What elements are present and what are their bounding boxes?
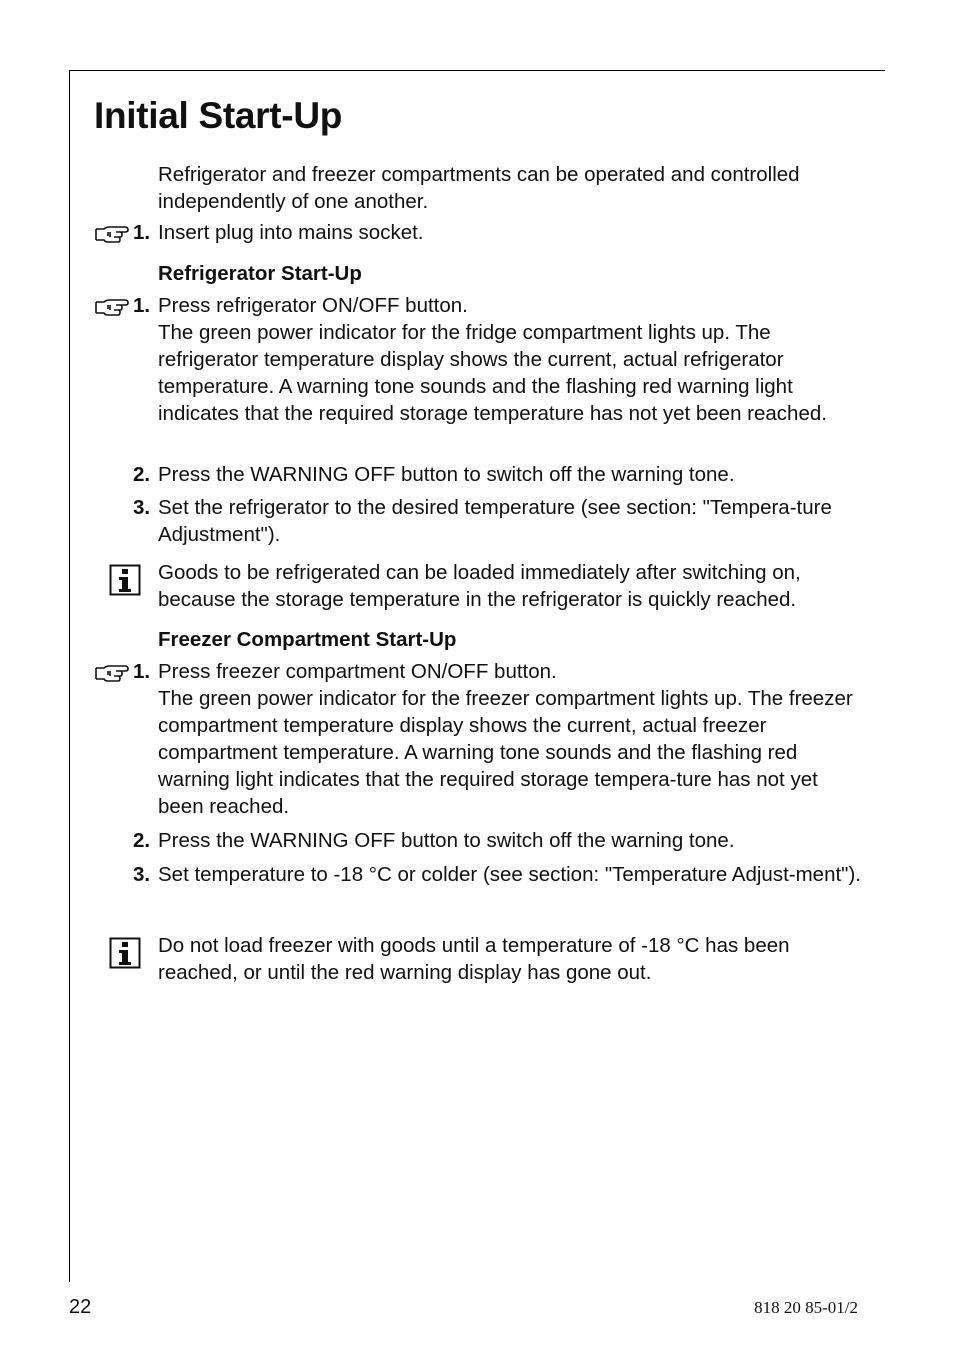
refrigerator-info-note: Goods to be refrigerated can be loaded immediately after switching on, because the storage temperature in the refrigerator is quickly reached. <box>158 561 801 611</box>
intro-step-number: 1. <box>133 221 151 244</box>
refrigerator-step-text: Press refrigerator ON/OFF button. <box>158 294 468 317</box>
freezer-step-detail: The green power indicator for the freezer compartment lights up. The freezer compartment temperature display shows the current, actual freezer compartment temperature. A warning tone sounds and the flashing red warning light indicates that the required storage tempera-ture has not yet been reached. <box>158 687 853 818</box>
freezer-step-text: Press the WARNING OFF button to switch off the warning tone. <box>158 829 735 852</box>
intro-step-text: Insert plug into mains socket. <box>158 221 424 244</box>
info-icon <box>109 564 141 596</box>
left-rule <box>69 70 70 1282</box>
freezer-step-number: 1. <box>133 660 151 683</box>
freezer-step-text: Set temperature to -18 °C or colder (see section: "Temperature Adjust-ment"). <box>158 863 861 886</box>
freezer-heading: Freezer Compartment Start-Up <box>158 628 457 651</box>
top-rule <box>69 70 885 71</box>
refrigerator-step-detail: The green power indicator for the fridge compartment lights up. The refrigerator temperature display shows the current, actual refrigerator temperature. A warning tone sounds and the flashing red warning light indicates that the required storage temperature has not yet been reached. <box>158 321 827 425</box>
freezer-step-text: Press freezer compartment ON/OFF button. <box>158 660 557 683</box>
refrigerator-step-number: 2. <box>133 463 151 486</box>
pointing-hand-icon <box>94 296 130 318</box>
refrigerator-step-number: 1. <box>133 294 151 317</box>
freezer-step-number: 2. <box>133 829 151 852</box>
pointing-hand-icon <box>94 662 130 684</box>
page-title: Initial Start-Up <box>94 95 343 136</box>
freezer-info-note: Do not load freezer with goods until a temperature of -18 °C has been reached, or until the red warning display has gone out. <box>158 934 790 984</box>
intro-paragraph: Refrigerator and freezer compartments can be operated and controlled independently of one another. <box>158 163 800 213</box>
refrigerator-step-text: Set the refrigerator to the desired temperature (see section: "Tempera-ture Adjustment"). <box>158 496 832 546</box>
refrigerator-step-number: 3. <box>133 496 151 519</box>
document-code: 818 20 85-01/2 <box>754 1298 858 1317</box>
info-icon <box>109 937 141 969</box>
refrigerator-heading: Refrigerator Start-Up <box>158 262 362 285</box>
pointing-hand-icon <box>94 223 130 245</box>
refrigerator-step-text: Press the WARNING OFF button to switch off the warning tone. <box>158 463 735 486</box>
page-number: 22 <box>69 1296 92 1318</box>
freezer-step-number: 3. <box>133 863 151 886</box>
